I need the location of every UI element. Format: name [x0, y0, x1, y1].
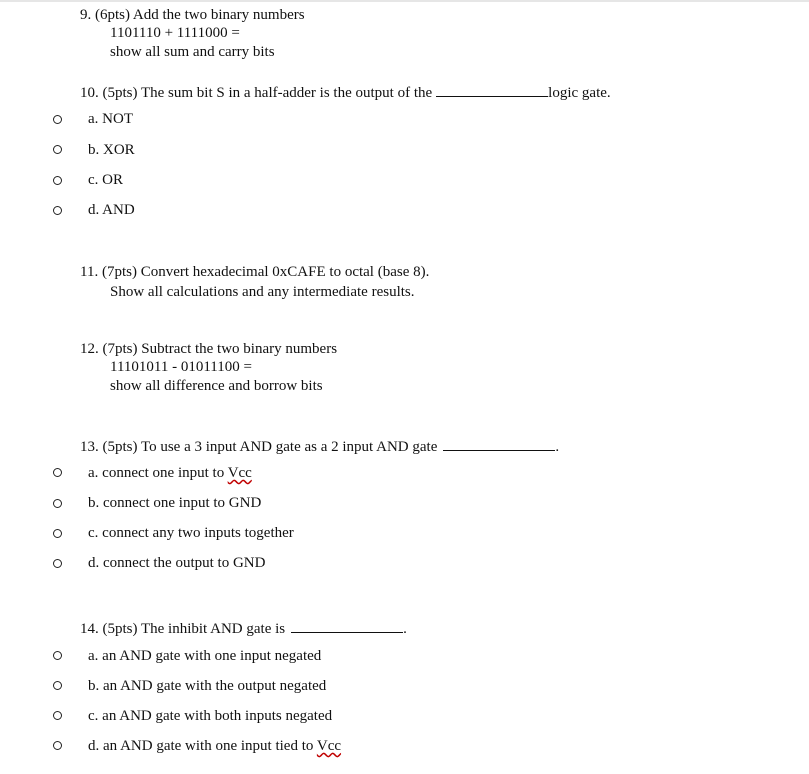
question-12-expression: 11101011 - 01011100 =	[110, 359, 252, 375]
answer-blank	[291, 618, 403, 633]
spellcheck-word: Vcc	[316, 738, 342, 754]
option-text: a. connect one input to	[88, 465, 228, 481]
question-12-instruction: show all difference and borrow bits	[110, 378, 323, 394]
option-label: c. an AND gate with both inputs negated	[88, 708, 333, 724]
option-label: b. connect one input to GND	[88, 495, 262, 511]
option-label: b. XOR	[88, 142, 135, 158]
radio-button[interactable]	[53, 529, 62, 538]
question-13-title: 13. (5pts) To use a 3 input AND gate as a 2 input AND gate	[80, 439, 438, 455]
radio-button[interactable]	[53, 651, 62, 660]
radio-button[interactable]	[53, 499, 62, 508]
question-9-title: 9. (6pts) Add the two binary numbers	[80, 7, 305, 23]
question-10-stem	[80, 82, 611, 102]
question-10-title: 10. (5pts) The sum bit S in a half-adder is the output of the	[80, 85, 433, 101]
question-13-stem	[80, 436, 559, 456]
question-14-suffix: .	[403, 621, 407, 637]
spellcheck-word: Vcc	[227, 465, 252, 481]
answer-blank	[443, 436, 555, 451]
option-label: a. NOT	[88, 111, 133, 127]
option-label	[88, 464, 252, 482]
question-14-title: 14. (5pts) The inhibit AND gate is	[80, 621, 286, 637]
question-11-title: 11. (7pts) Convert hexadecimal 0xCAFE to octal (base 8).	[80, 264, 430, 280]
option-label: a. an AND gate with one input negated	[88, 648, 322, 664]
radio-button[interactable]	[53, 176, 62, 185]
radio-button[interactable]	[53, 741, 62, 750]
option-label: d. AND	[88, 202, 135, 218]
top-divider	[0, 0, 809, 2]
radio-button[interactable]	[53, 468, 62, 477]
radio-button[interactable]	[53, 559, 62, 568]
question-14-stem	[80, 618, 407, 638]
option-label	[88, 737, 341, 755]
option-text: d. an AND gate with one input tied to	[88, 738, 317, 754]
question-13-suffix: .	[555, 439, 560, 455]
radio-button[interactable]	[53, 145, 62, 154]
radio-button[interactable]	[53, 711, 62, 720]
question-9-expression: 1101110 + 1111000 =	[110, 25, 240, 41]
option-label: c. connect any two inputs together	[88, 525, 294, 541]
option-label: d. connect the output to GND	[88, 555, 266, 571]
option-label: c. OR	[88, 172, 123, 188]
question-11-instruction: Show all calculations and any intermediate results.	[110, 284, 415, 300]
answer-blank	[436, 82, 548, 97]
question-9-instruction: show all sum and carry bits	[110, 44, 275, 60]
question-10-suffix: logic gate.	[548, 85, 611, 101]
radio-button[interactable]	[53, 206, 62, 215]
radio-button[interactable]	[53, 681, 62, 690]
radio-button[interactable]	[53, 115, 62, 124]
question-12-title: 12. (7pts) Subtract the two binary numbers	[80, 341, 338, 357]
option-label: b. an AND gate with the output negated	[88, 678, 327, 694]
